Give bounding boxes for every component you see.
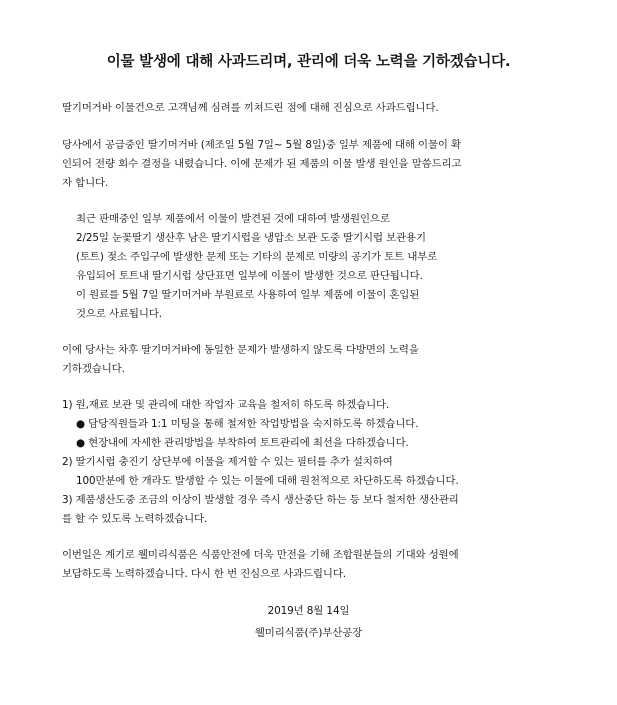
cause-line-6: 것으로 사료됩니다.	[76, 308, 162, 320]
company-name: 웰미리식품(주)부산공장	[254, 627, 363, 639]
measure-3-cont: 를 할 수 있도록 노력하겠습니다.	[62, 513, 208, 525]
cause-line-1: 최근 판매중인 일부 제품에서 이물이 발견된 것에 대하여 발생원인으로	[76, 213, 390, 225]
apology-paragraph: 딸기머거바 이물건으로 고객님께 심려를 끼쳐드린 점에 대해 진심으로 사과드립니다.	[62, 102, 439, 114]
cause-line-4: 유입되어 토트내 딸기시럽 상단표면 일부에 이물이 발생한 것으로 판단됩니다.	[76, 270, 423, 282]
notice-title: 이물 발생에 대해 사과드리며, 관리에 더욱 노력을 기하겠습니다.	[106, 54, 511, 70]
commitment-line-2: 기하겠습니다.	[62, 363, 125, 375]
measure-2: 2) 딸기시럽 충진기 상단부에 이물을 제거할 수 있는 필터를 추가 설치하여	[62, 456, 393, 468]
commitment-line-1: 이에 당사는 차후 딸기머거바에 동일한 문제가 발생하지 않도록 다방면의 노력을	[62, 344, 419, 356]
closing-line-2: 보답하도록 노력하겠습니다. 다시 한 번 진심으로 사과드립니다.	[62, 568, 346, 580]
measure-1-bullet-1: ● 담당직원들과 1:1 미팅을 통해 철저한 작업방법을 숙지하도록 하겠습니다.	[76, 418, 419, 430]
cause-line-2: 2/25일 눈꽃딸기 생산후 남은 딸기시럽을 냉압소 보관 도중 딸기시럽 보관용기	[76, 232, 426, 244]
recall-line-3: 자 합니다.	[62, 177, 109, 189]
measure-2-cont: 100만분에 한 개라도 발생할 수 있는 이물에 대해 원천적으로 차단하도록 하겠습니다.	[76, 475, 459, 487]
measure-3: 3) 제품생산도중 조금의 이상이 발생할 경우 즉시 생산중단 하는 등 보다 철저한 생산관리	[62, 494, 459, 506]
recall-line-2: 인되어 전량 회수 결정을 내렸습니다. 이에 문제가 된 제품의 이물 발생 원인을 말씀드리고	[62, 158, 462, 170]
measure-1-bullet-2: ● 현장내에 자세한 관리방법을 부착하여 토트관리에 최선을 다하겠습니다.	[76, 437, 409, 449]
measure-1: 1) 원,재료 보관 및 관리에 대한 작업자 교육을 철저히 하도록 하겠습니다.	[62, 399, 390, 411]
cause-line-5: 이 원료를 5월 7일 딸기머거바 부원료로 사용하여 일부 제품에 이물이 혼입된	[76, 289, 420, 301]
notice-date: 2019년 8월 14일	[267, 605, 350, 617]
closing-line-1: 이번일은 계기로 웰미리식품은 식품안전에 더욱 만전을 기해 조합원분들의 기대와 성원에	[62, 549, 459, 561]
cause-line-3: (토트) 젖소 주입구에 발생한 문제 또는 기타의 문제로 미량의 공기가 토트 내부로	[76, 251, 438, 263]
recall-line-1: 당사에서 공급중인 딸기머거바 (제조일 5월 7일~ 5월 8일)중 일부 제품에 대해 이물이 확	[62, 139, 461, 151]
